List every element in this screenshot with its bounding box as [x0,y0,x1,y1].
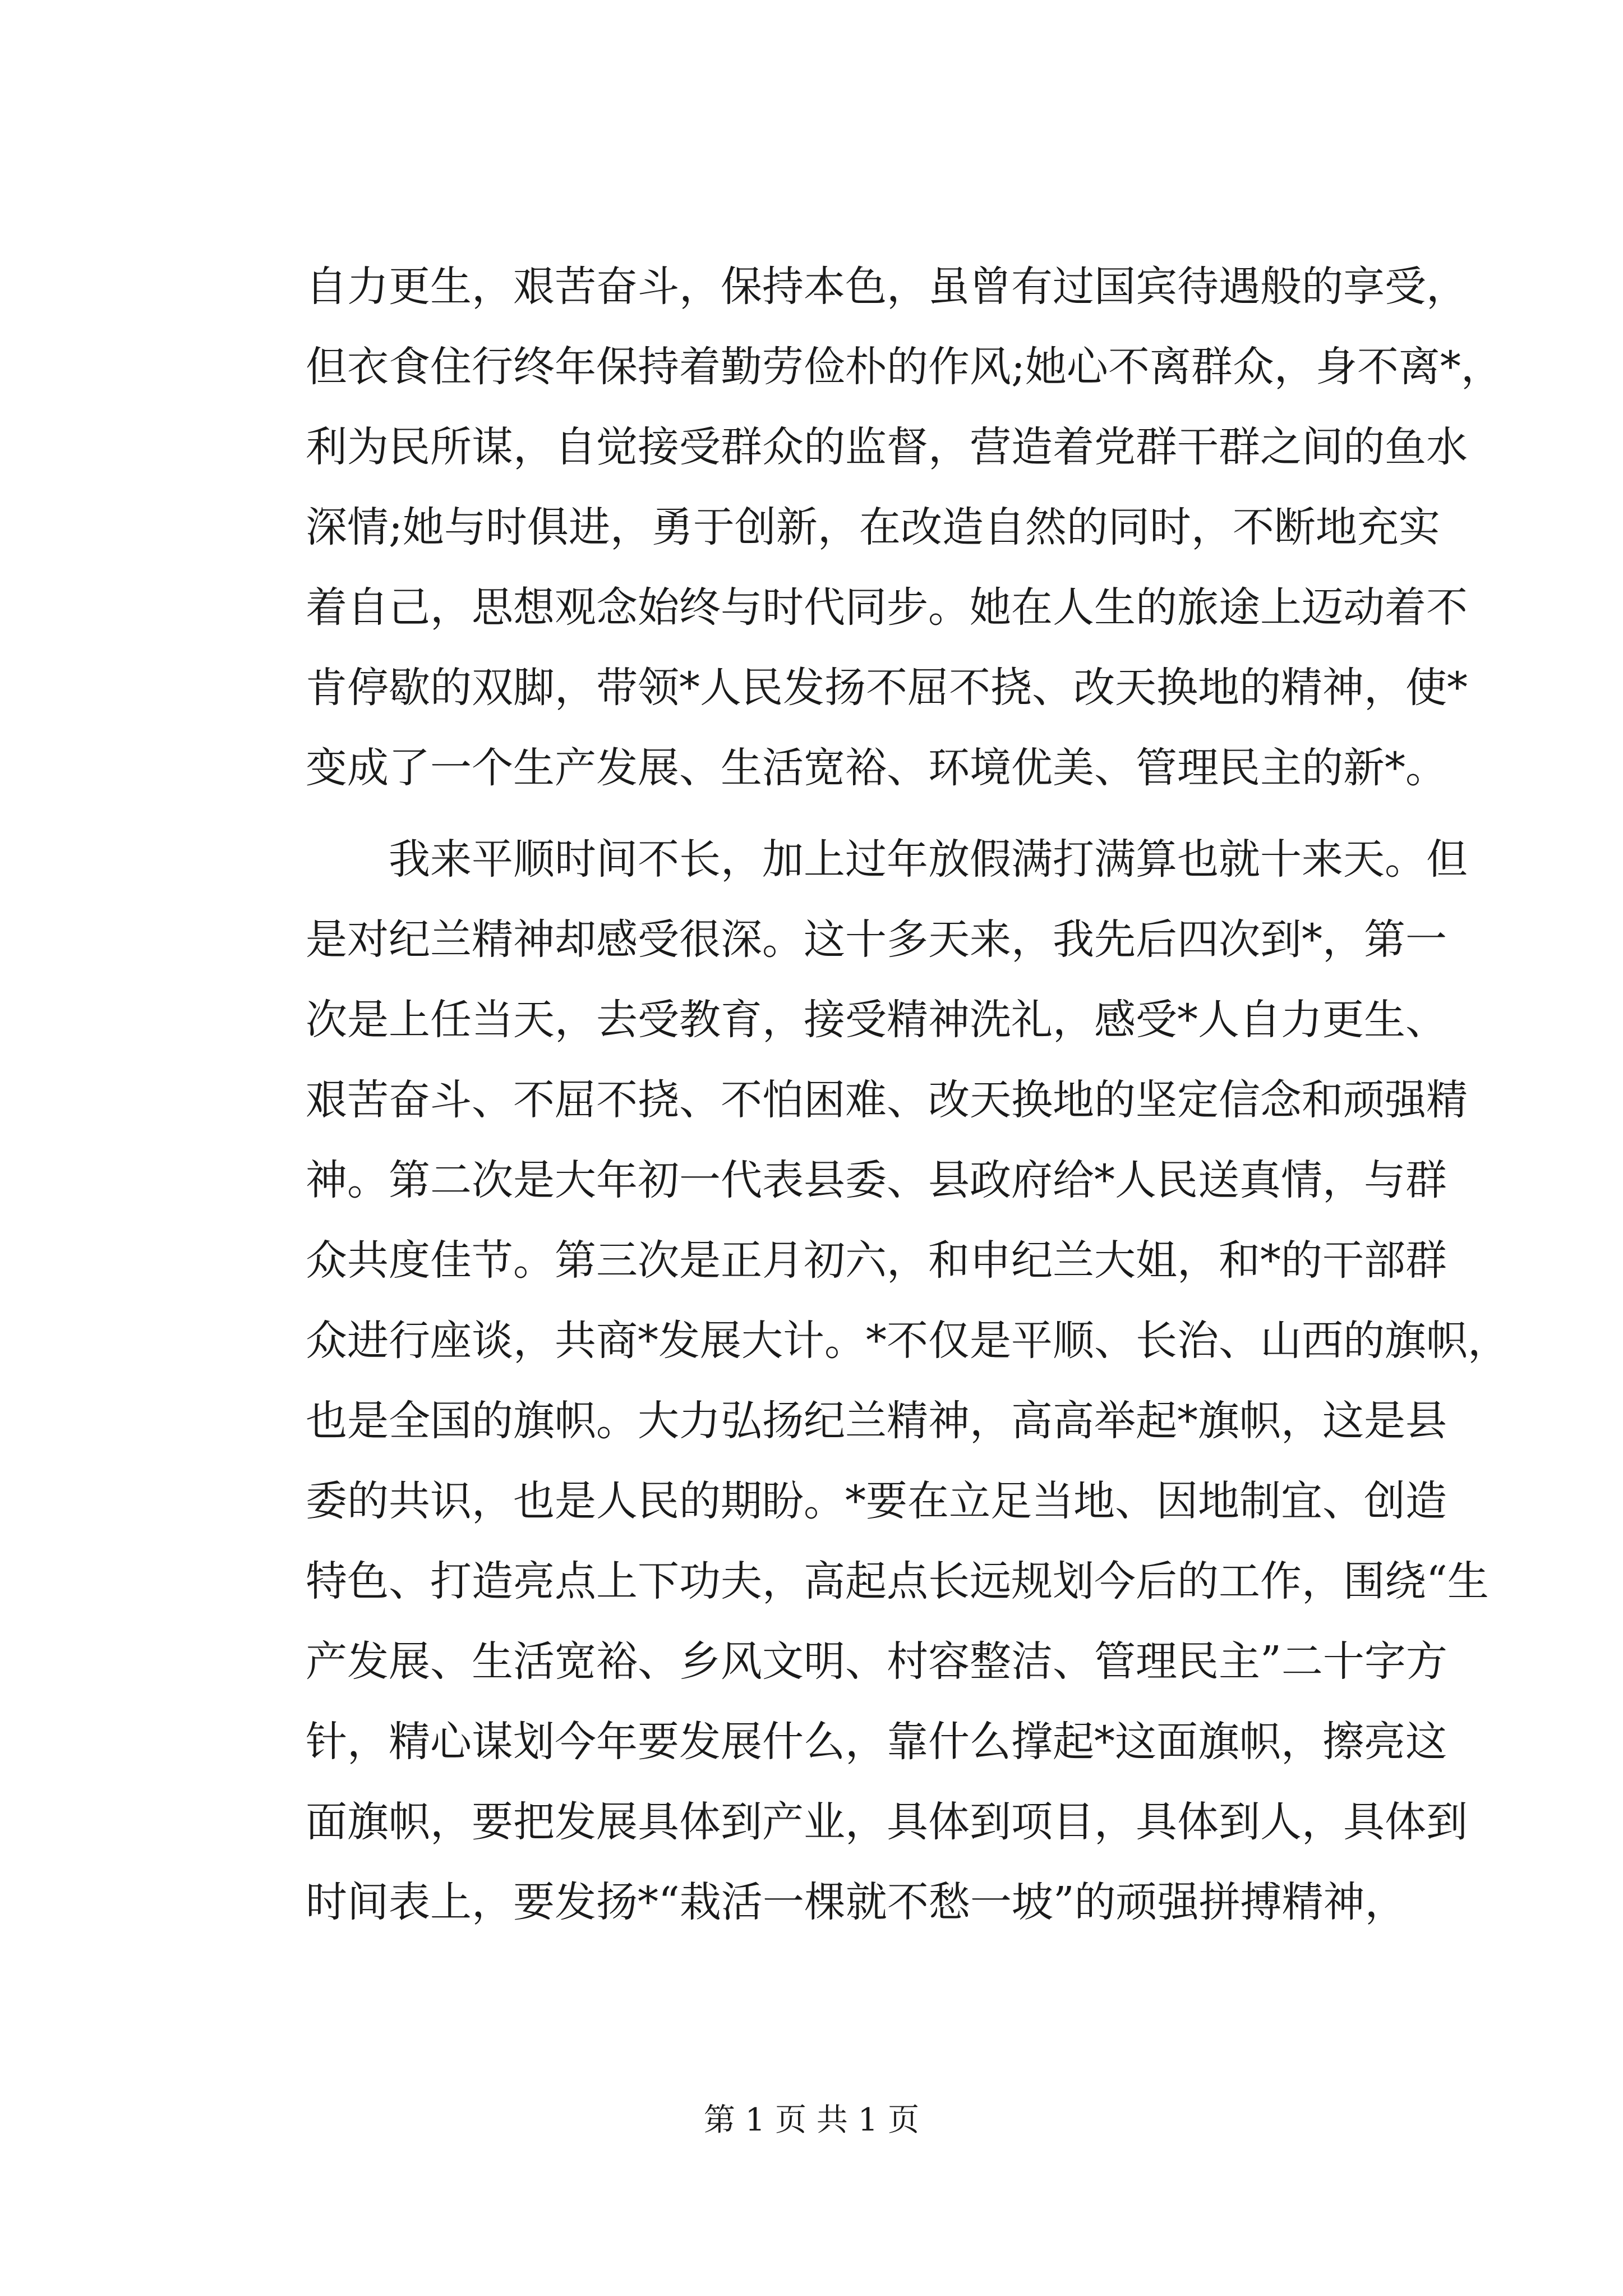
text-line: 艰苦奋斗、不屈不挠、不怕困难、改天换地的坚定信念和顽强精 [306,1076,1468,1124]
text-line: 深情;她与时俱进，勇于创新，在改造自然的同时，不断地充实 [306,503,1440,551]
text-line: 也是全国的旗帜。大力弘扬纪兰精神，高高举起*旗帜，这是县 [306,1397,1447,1445]
page-footer: 第 1 页 共 1 页 [703,2102,920,2138]
text-line: 次是上任当天，去受教育，接受精神洗礼，感受*人自力更生、 [306,996,1447,1044]
text-line: 产发展、生活宽裕、乡风文明、村容整洁、管理民主”二十字方 [306,1637,1447,1686]
text-line: 变成了一个生产发展、生活宽裕、环境优美、管理民主的新*。 [306,744,1447,792]
text-line: 神。第二次是大年初一代表县委、县政府给*人民送真情，与群 [306,1156,1447,1204]
text-line: 特色、打造亮点上下功夫，高起点长远规划今后的工作，围绕“生 [306,1557,1489,1605]
text-line: 但衣食住行终年保持着勤劳俭朴的作风;她心不离群众，身不离*， [306,343,1502,391]
text-line: 自力更生，艰苦奋斗，保持本色，虽曾有过国宾待遇般的享受， [306,263,1468,311]
text-line: 面旗帜，要把发展具体到产业，具体到项目，具体到人，具体到 [306,1798,1468,1846]
text-line: 是对纪兰精神却感受很深。这十多天来，我先后四次到*，第一 [306,915,1447,964]
paragraph-2 [306,820,1509,1943]
text-line: 针，精心谋划今年要发展什么，靠什么撑起*这面旗帜，擦亮这 [306,1718,1447,1766]
text-line: 我来平顺时间不长，加上过年放假满打满算也就十来天。但 [389,835,1468,884]
text-line: 委的共识，也是人民的期盼。*要在立足当地、因地制宜、创造 [306,1477,1447,1525]
text-line: 众进行座谈，共商*发展大计。*不仅是平顺、长治、山西的旗帜， [306,1317,1509,1365]
document-body [306,247,1509,1943]
paragraph-1 [306,247,1502,808]
text-line: 时间表上，要发扬*“栽活一棵就不愁一坡”的顽强拼搏精神， [306,1878,1407,1926]
text-line: 肯停歇的双脚，带领*人民发扬不屈不挠、改天换地的精神，使* [306,664,1468,712]
text-line: 众共度佳节。第三次是正月初六，和申纪兰大姐，和*的干部群 [306,1236,1447,1285]
text-line: 利为民所谋，自觉接受群众的监督，营造着党群干群之间的鱼水 [306,423,1468,471]
text-line: 着自己，思想观念始终与时代同步。她在人生的旅途上迈动着不 [306,583,1468,632]
paragraph-spacer [306,808,1332,820]
